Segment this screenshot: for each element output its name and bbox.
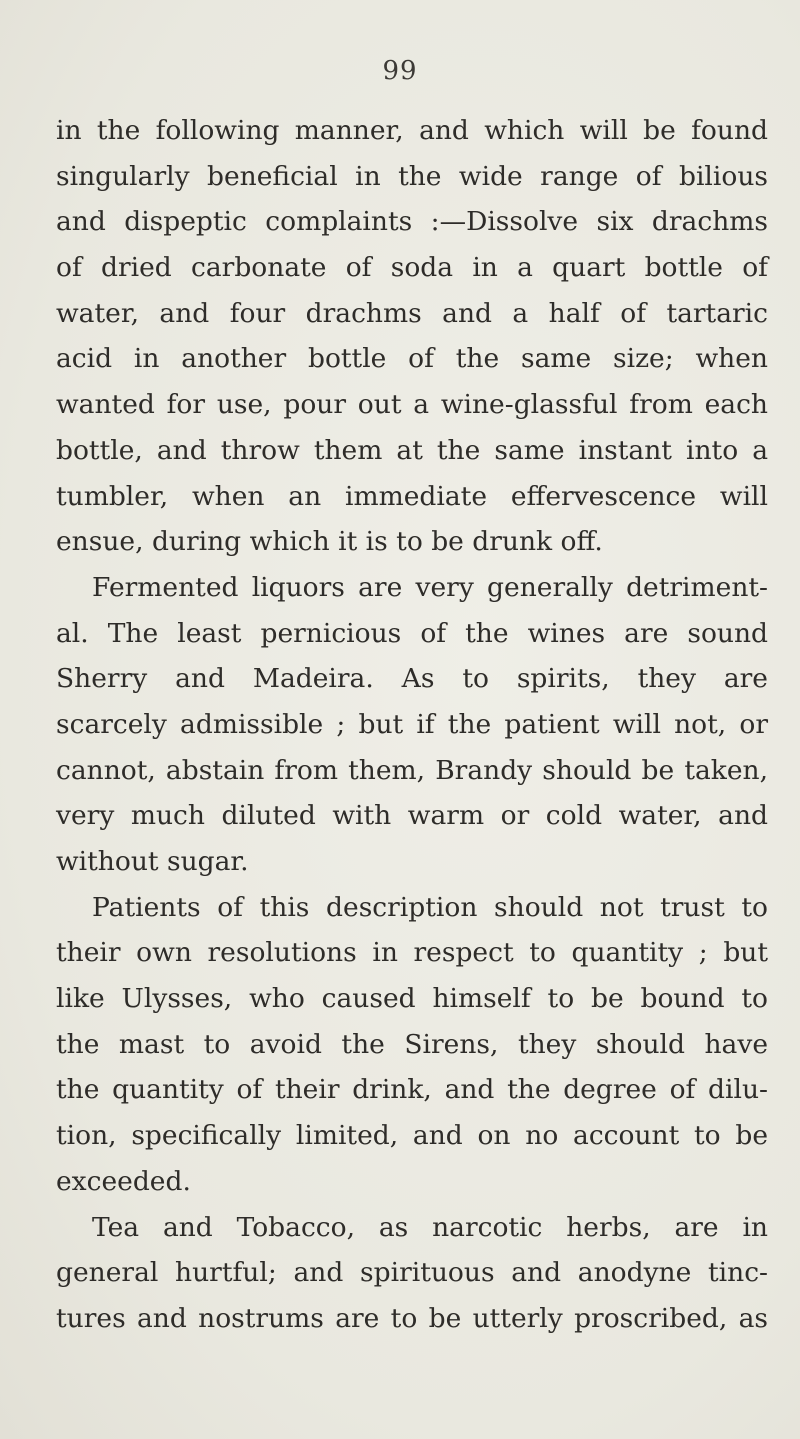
text-line: singularly beneficial in the wide range of bilious — [56, 160, 768, 192]
text-line: tumbler, when an immediate effervescence will — [56, 480, 768, 512]
text-line: general hurtful; and spirituous and anodyne tinc- — [56, 1257, 768, 1289]
text-line: water, and four drachms and a half of tartaric — [56, 297, 768, 329]
text-line: acid in another bottle of the same size; when — [56, 343, 768, 375]
text-line: in the following manner, and which will be found — [56, 115, 768, 146]
text-line: tures and nostrums are to be utterly proscribed, as — [56, 1302, 768, 1334]
text-line: like Ulysses, who caused himself to be bound to — [56, 983, 768, 1015]
text-line: Patients of this description should not trust to — [92, 891, 768, 923]
text-line: cannot, abstain from them, Brandy should be taken, — [56, 754, 768, 786]
text-line: the mast to avoid the Sirens, they should have — [56, 1028, 768, 1060]
text-line: Sherry and Madeira. As to spirits, they are — [56, 663, 768, 695]
text-line: exceeded. — [56, 1165, 191, 1197]
body-text — [56, 108, 768, 1342]
text-line: bottle, and throw them at the same instant into a — [56, 434, 768, 466]
text-line: Tea and Tobacco, as narcotic herbs, are in — [92, 1211, 768, 1243]
text-line: without sugar. — [56, 846, 249, 877]
text-line: Fermented liquors are very generally detriment- — [92, 571, 768, 603]
text-line: ensue, during which it is to be drunk off. — [56, 526, 603, 558]
text-line: and dispeptic complaints :—Dissolve six drachms — [56, 206, 768, 238]
text-line: al. The least pernicious of the wines are sound — [56, 617, 768, 649]
text-line: very much diluted with warm or cold water, and — [56, 800, 768, 832]
page-number: 99 — [382, 56, 418, 86]
text-line: wanted for use, pour out a wine-glassful from each — [56, 389, 768, 421]
text-line: their own resolutions in respect to quantity ; but — [56, 937, 768, 969]
text-line: the quantity of their drink, and the degree of dilu- — [56, 1074, 768, 1106]
text-line: scarcely admissible ; but if the patient will not, or — [56, 708, 768, 740]
text-line: of dried carbonate of soda in a quart bottle of — [56, 252, 768, 284]
text-line: tion, specifically limited, and on no account to be — [56, 1120, 768, 1152]
